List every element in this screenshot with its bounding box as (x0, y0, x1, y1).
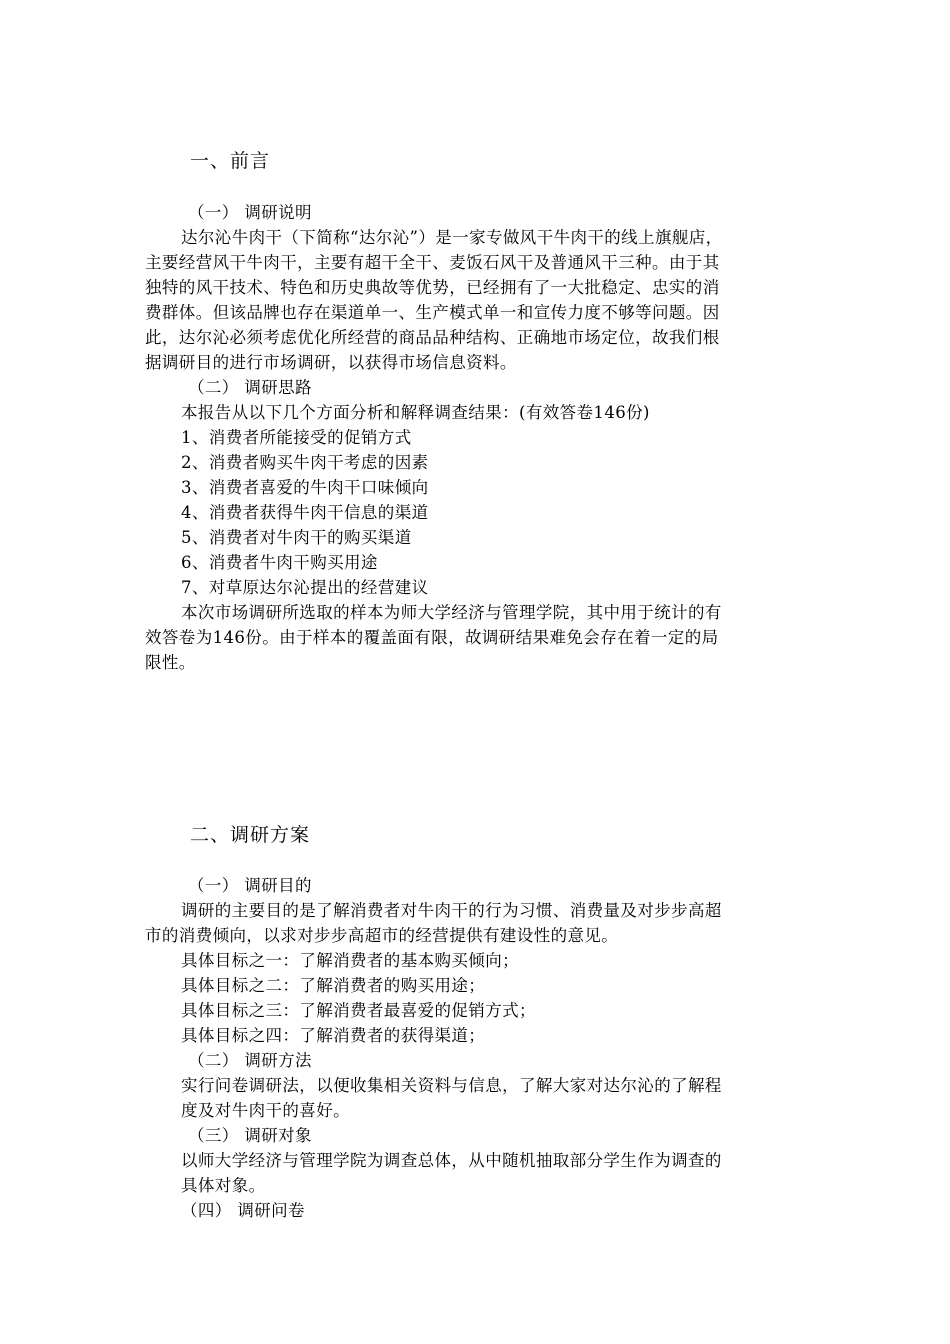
paragraph-line: 具体对象。 (181, 1176, 266, 1195)
paragraph-line: 此，达尔沁必须考虑优化所经营的商品品种结构、正确地市场定位，故我们根 (145, 328, 720, 347)
list-item: 5、消费者对牛肉干的购买渠道 (181, 528, 412, 547)
paragraph-line: 费群体。但该品牌也存在渠道单一、生产模式单一和宣传力度不够等问题。因 (145, 303, 720, 322)
list-item: 3、消费者喜爱的牛肉干口味倾向 (181, 478, 429, 497)
goal-item: 具体目标之三：了解消费者最喜爱的促销方式； (181, 1001, 536, 1020)
section-heading-research-plan: 二、调研方案 (190, 824, 311, 846)
paragraph-line: 度及对牛肉干的喜好。 (181, 1101, 350, 1120)
paragraph-line: 实行问卷调研法，以便收集相关资料与信息，了解大家对达尔沁的了解程 (181, 1076, 722, 1095)
goal-item: 具体目标之二：了解消费者的购买用途； (181, 976, 486, 995)
paragraph-line: 独特的风干技术、特色和历史典故等优势，已经拥有了一大批稳定、忠实的消 (145, 278, 720, 297)
paragraph-line: 本报告从以下几个方面分析和解释调查结果：(有效答卷146份) (181, 403, 650, 422)
paragraph-line: 限性。 (145, 653, 196, 672)
paragraph-line: 调研的主要目的是了解消费者对牛肉干的行为习惯、消费量及对步步高超 (181, 901, 722, 920)
list-item: 4、消费者获得牛肉干信息的渠道 (181, 503, 429, 522)
subsection-title-research-description: （一） 调研说明 (188, 203, 312, 222)
section-heading-preface: 一、前言 (190, 150, 271, 172)
list-item: 6、消费者牛肉干购买用途 (181, 553, 378, 572)
subsection-title-research-method: （二） 调研方法 (188, 1051, 312, 1070)
paragraph-line: 据调研目的进行市场调研，以获得市场信息资料。 (145, 353, 517, 372)
paragraph-line: 本次市场调研所选取的样本为师大学经济与管理学院，其中用于统计的有 (181, 603, 722, 622)
subsection-title-research-approach: （二） 调研思路 (188, 378, 312, 397)
paragraph-line: 以师大学经济与管理学院为调查总体，从中随机抽取部分学生作为调查的 (181, 1151, 722, 1170)
subsection-title-research-subjects: （三） 调研对象 (188, 1126, 312, 1145)
paragraph-line: 效答卷为146份。由于样本的覆盖面有限，故调研结果难免会存在着一定的局 (145, 628, 719, 647)
goal-item: 具体目标之四：了解消费者的获得渠道； (181, 1026, 486, 1045)
subsection-title-questionnaire: （四） 调研问卷 (181, 1201, 305, 1220)
list-item: 1、消费者所能接受的促销方式 (181, 428, 412, 447)
paragraph-line: 主要经营风干牛肉干，主要有超干全干、麦饭石风干及普通风干三种。由于其 (145, 253, 720, 272)
list-item: 7、对草原达尔沁提出的经营建议 (181, 578, 429, 597)
paragraph-line: 达尔沁牛肉干（下简称“达尔沁”）是一家专做风干牛肉干的线上旗舰店， (181, 228, 723, 247)
paragraph-line: 市的消费倾向，以求对步步高超市的经营提供有建设性的意见。 (145, 926, 619, 945)
goal-item: 具体目标之一：了解消费者的基本购买倾向； (181, 951, 519, 970)
subsection-title-research-purpose: （一） 调研目的 (188, 876, 312, 895)
list-item: 2、消费者购买牛肉干考虑的因素 (181, 453, 429, 472)
